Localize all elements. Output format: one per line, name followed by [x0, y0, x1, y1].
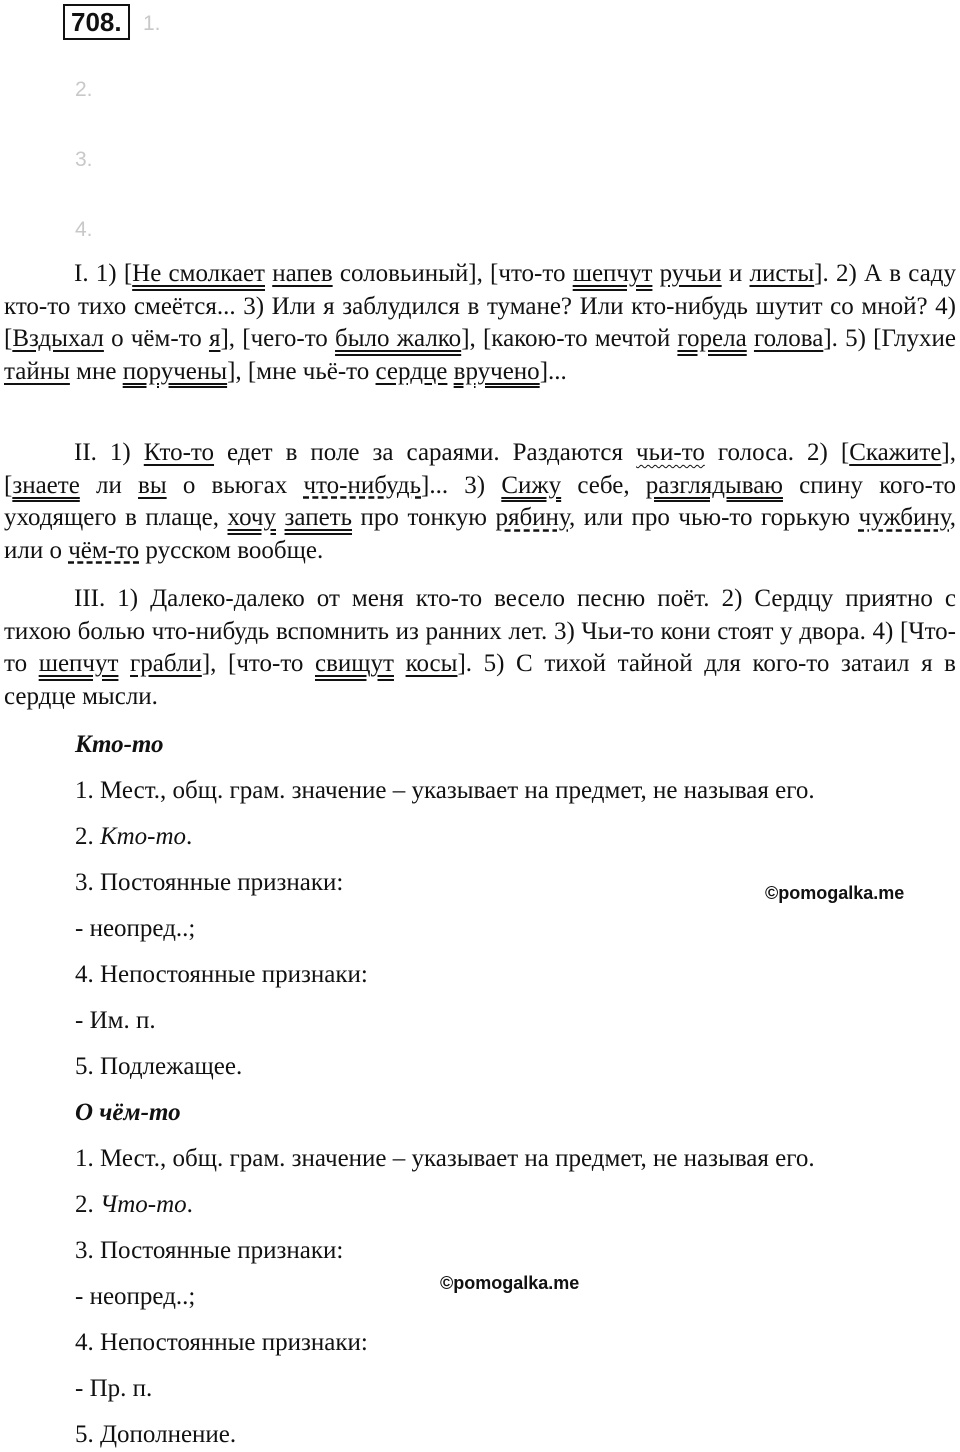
- analysis-1-line-6: - Им. п.: [75, 1007, 156, 1034]
- analysis-2-line-2: 2. Что-то.: [75, 1191, 193, 1218]
- analysis-1-line-1: 1. Мест., общ. грам. значение – указывает на предмет, не называя его.: [75, 777, 815, 804]
- analysis-2-line-1: 1. Мест., общ. грам. значение – указывает на предмет, не называя его.: [75, 1145, 815, 1172]
- section-2-paragraph: II. 1) Кто-то едет в поле за сараями. Раздаются чьи-то голоса. 2) [Скажите], [знаете ли вы о вьюгах что-нибудь]... 3) Сижу себе, разглядываю спину кого-то уходящего в плаще, хочу запеть про тонкую рябину, или про чью-то горькую чужбину, или о чём-то русском вообще.: [4, 439, 957, 564]
- watermark: ©pomogalka.me: [440, 1273, 580, 1293]
- faint-number-2: 2.: [75, 78, 93, 101]
- analysis-1-line-2: 2. Кто-то.: [75, 823, 193, 850]
- analysis-2-line-5: 4. Непостоянные признаки:: [75, 1329, 368, 1356]
- analysis-2-heading: О чём-то: [75, 1099, 181, 1126]
- analysis-1-line-3: 3. Постоянные признаки:: [75, 869, 344, 896]
- analysis-2-line-6: - Пр. п.: [75, 1375, 153, 1402]
- analysis-2-line-7: 5. Дополнение.: [75, 1421, 237, 1448]
- section-3-paragraph: III. 1) Далеко-далеко от меня кто-то весело песню поёт. 2) Сердцу приятно с тихою болью что-нибудь вспомнить из ранних лет. 3) Чьи-то кони стоят у двора. 4) [Что-то шепчут грабли], [что-то свищут косы]. 5) С тихой тайной для кого-то затаил я в сердце мысли.: [4, 585, 956, 710]
- section-1-paragraph: I. 1) [Не смолкает напев соловьиный], [что-то шепчут ручьи и листы]. 2) А в саду кто-то тихо смеётся... 3) Или я заблудился в тумане? Или кто-нибудь шутит со мной? 4) [Вздыхал о чём-то я], [чего-то было жалко], [какою-то мечтой горела голова]. 5) [Глухие тайны мне поручены], [мне чьё-то сердце вручено]...: [4, 260, 957, 385]
- analysis-2-line-4: - неопред..;: [75, 1283, 196, 1310]
- analysis-1-line-7: 5. Подлежащее.: [75, 1053, 243, 1080]
- analysis-1-line-5: 4. Непостоянные признаки:: [75, 961, 368, 988]
- analysis-2-line-3: 3. Постоянные признаки:: [75, 1237, 344, 1264]
- faint-number-1: 1.: [143, 12, 161, 35]
- faint-number-3: 3.: [75, 148, 93, 171]
- analysis-1-heading: Кто-то: [75, 731, 164, 758]
- exercise-number: 708.: [63, 4, 130, 40]
- analysis-1-line-4: - неопред..;: [75, 915, 196, 942]
- faint-number-4: 4.: [75, 218, 93, 241]
- watermark: ©pomogalka.me: [765, 883, 905, 903]
